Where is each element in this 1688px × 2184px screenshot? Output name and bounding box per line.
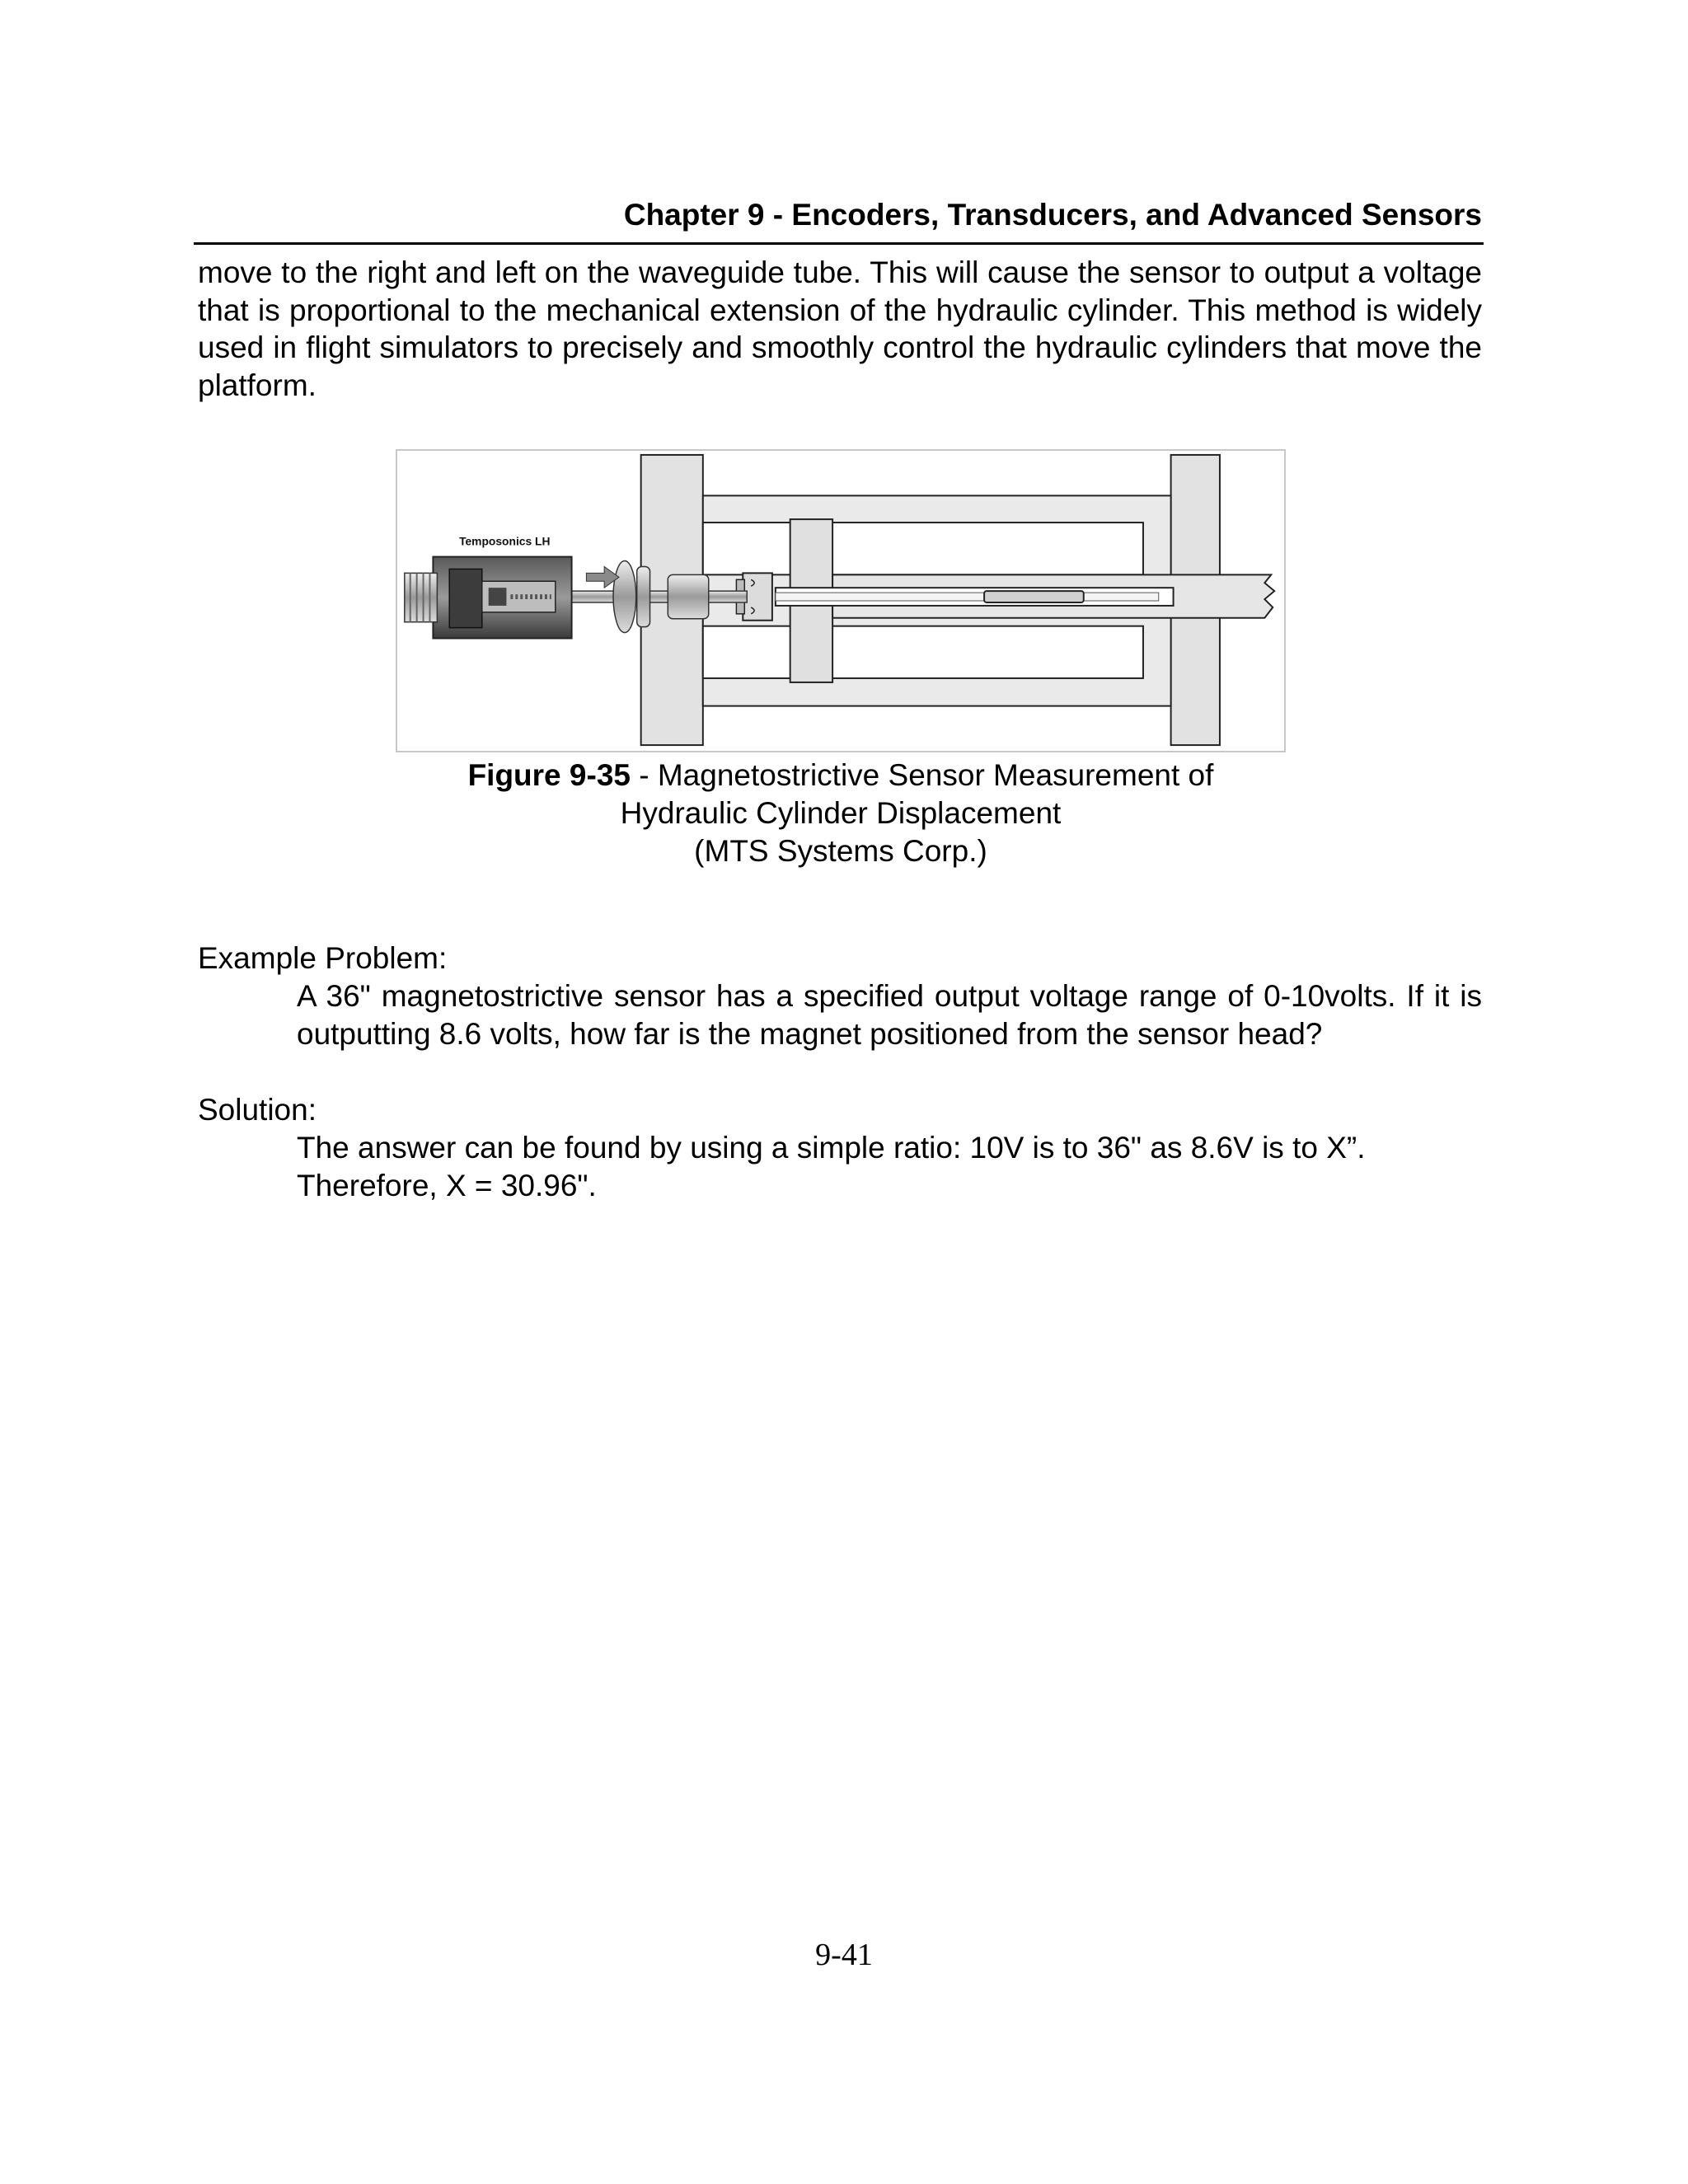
example-problem-body: A 36" magnetostrictive sensor has a specified output voltage range of 0-10volts. If it is outputting 8.6 volts, how far is the magnet positioned from the sensor head? [297, 979, 1482, 1051]
caption-source: (MTS Systems Corp.) [694, 834, 987, 868]
caption-title-part1: - Magnetostrictive Sensor Measurement of [630, 758, 1214, 792]
intro-paragraph-text: move to the right and left on the waveguide tube. This will cause the sensor to output a voltage that is proportional to the mechanical extension of the hydraulic cylinder. This method is widely used in flight simulators to precisely and smoothly control the hydraulic cylinders that move the platform. [198, 255, 1482, 402]
mounting-fitting [668, 574, 708, 618]
solution-text [297, 1129, 1482, 1205]
page-header [194, 196, 1484, 245]
intro-paragraph [198, 254, 1482, 404]
sensor-label: Temposonics LH [459, 534, 551, 548]
position-magnet [984, 591, 1084, 602]
chapter-title: Chapter 9 - Encoders, Transducers, and Advanced Sensors [623, 198, 1482, 232]
caption-line-2: Hydraulic Cylinder Displacement [620, 796, 1062, 830]
solution-line-1: The answer can be found by using a simple ratio: 10V is to 36" as 8.6V is to X”. [297, 1131, 1366, 1165]
solution-line-2: Therefore, X = 30.96". [297, 1169, 597, 1202]
solution-label: Solution: [198, 1093, 316, 1127]
example-problem-text [297, 977, 1482, 1053]
figure-number: Figure 9-35 [467, 758, 631, 792]
hydraulic-cylinder-diagram [397, 451, 1284, 751]
sensor-probe-rod [572, 591, 748, 602]
page-number: 9-41 [815, 1938, 873, 1972]
figure-illustration [396, 449, 1286, 752]
example-problem-label: Example Problem: [198, 941, 448, 975]
figure-caption [396, 757, 1286, 870]
caption-line-1 [396, 757, 1286, 794]
